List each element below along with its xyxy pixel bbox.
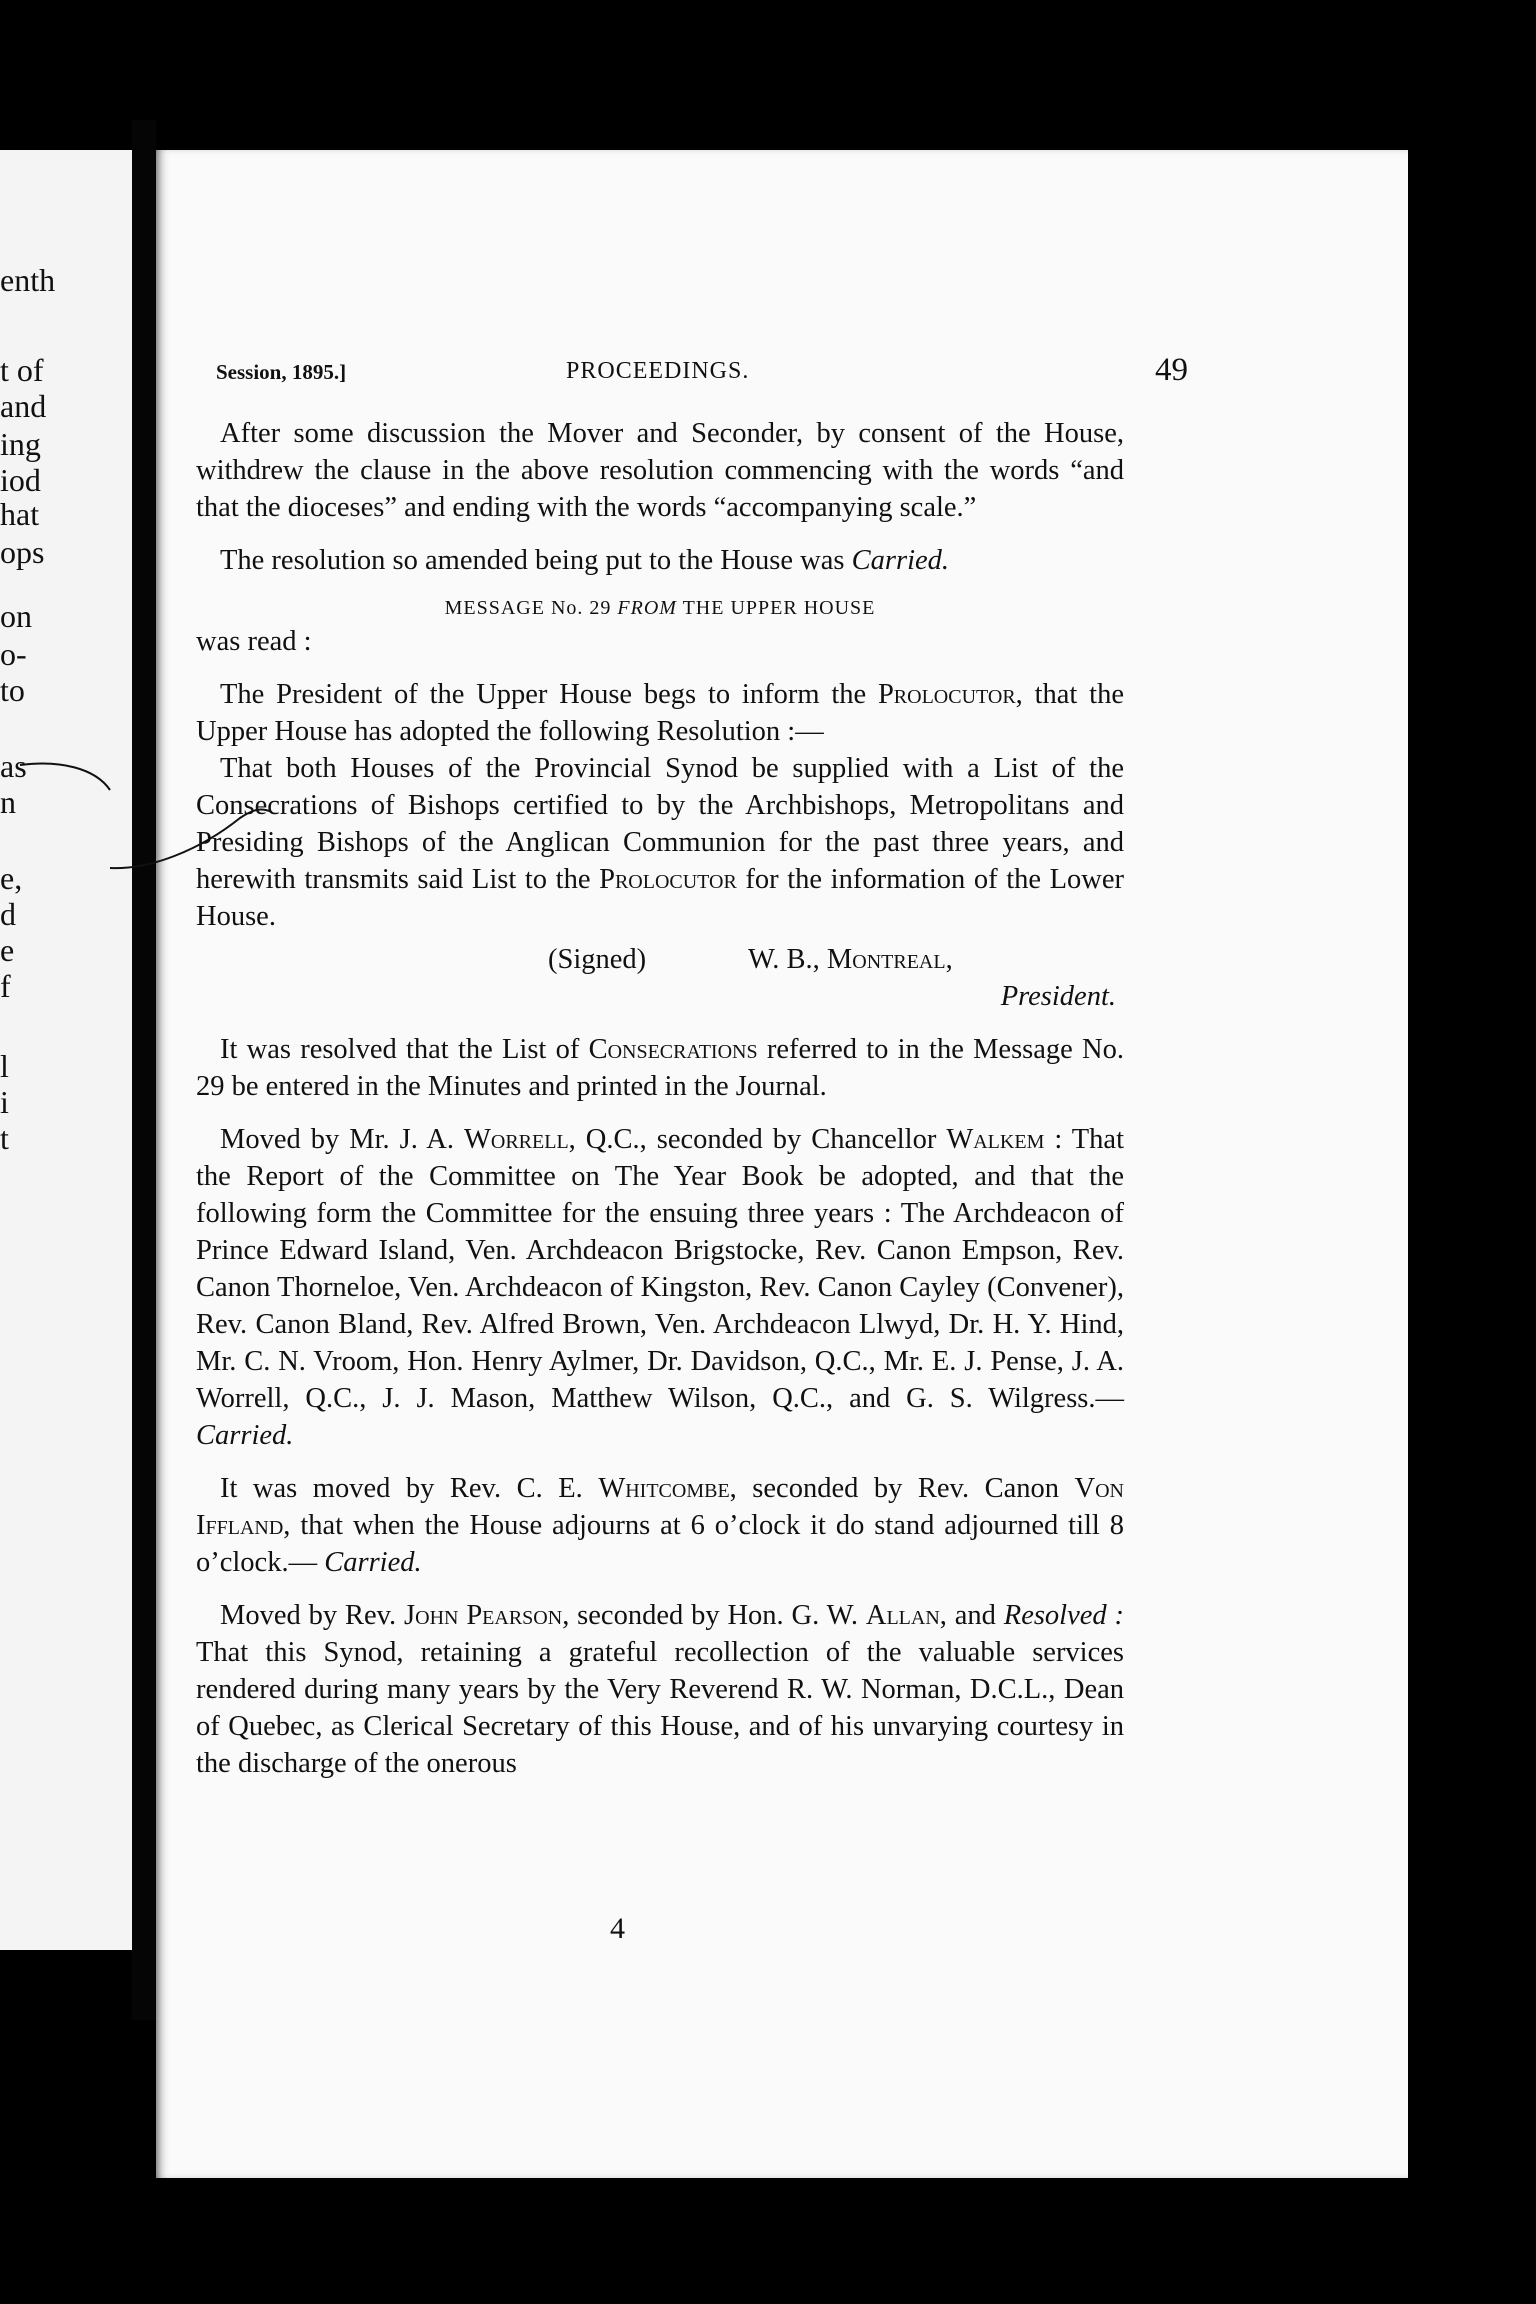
paragraph-text: Moved by Mr. J. A.	[220, 1124, 464, 1155]
facing-page-fragment: to	[0, 672, 25, 708]
facing-page-fragment: f	[0, 968, 11, 1004]
signature-mark: 4	[610, 1912, 625, 1945]
signer-see: Montreal	[826, 944, 946, 975]
mover-name: Worrell	[463, 1124, 569, 1155]
paragraph-text: referred to in the Message No. 29 be entered in the Minutes and printed in the Journal.	[196, 1034, 1124, 1102]
paragraph-text: , that when the House adjourns at 6 o’clock it do stand adjourned till 8 o’clock.—	[196, 1510, 1124, 1578]
paragraph-text: , seconded by Hon. G. W.	[562, 1600, 866, 1631]
message-heading-text: THE UPPER HOUSE	[676, 597, 876, 619]
paragraph-text: : That the Report of the Committee on The Year Book be adopted, and that the following form the Committee for the ensuing three years : The Archdeacon of Prince Edward Island, Ven. Archdeacon Brigstocke, Rev. Canon Empson, Rev. Canon Thorneloe, Ven. Archdeacon of Kingston, Rev. Canon Cayley (Convener), Rev. Canon Bland, Rev. Alfred Brown, Ven. Archdeacon Llwyd, Dr. H. Y. Hind, Mr. C. N. Vroom, Hon. Henry Aylmer, Dr. Davidson, Q.C., Mr. E. J. Pense, J. A. Worrell, Q.C., J. J. Mason, Matthew Wilson, Q.C., and G. S. Wilgress.—	[196, 1124, 1124, 1414]
signer-name	[748, 941, 953, 978]
signer-initials: W. B.,	[748, 944, 827, 975]
prolocutor-name: Prolocutor	[877, 679, 1016, 710]
paragraph-text: , that the Upper House has adopted the following Resolution :—	[196, 679, 1124, 747]
carried-label: Carried.	[851, 545, 950, 576]
paragraph-text: for the information of the Lower House.	[196, 864, 1125, 932]
facing-page-fragment: e,	[0, 860, 23, 896]
facing-page-fragment: l	[0, 1048, 9, 1084]
paragraph-resolution-text	[196, 750, 1124, 935]
paragraph-text: That both Houses of the Provincial Synod be supplied with a List of the Consecrations of Bishops certified to by the Archbishops, Metropolitans and Presiding Bishops of the Anglican Communion for the past three years, and herewith transmits said List to the	[196, 753, 1124, 895]
paragraph-resolution-carried	[196, 542, 1124, 579]
facing-page-fragment: ops	[0, 534, 45, 570]
running-title: PROCEEDINGS.	[566, 358, 750, 384]
paragraph-text: That this Synod, retaining a grateful recollection of the valuable services rendered during many years by the Very Reverend R. W. Norman, D.C.L., Dean of Quebec, as Clerical Secretary of this House, and of his unvarying courtesy in the discharge of the onerous	[196, 1637, 1124, 1779]
resolved-label: Resolved :	[1003, 1600, 1125, 1631]
signed-label: (Signed)	[548, 944, 647, 975]
paragraph-year-book-committee	[196, 1121, 1124, 1454]
facing-page-fragment: o-	[0, 636, 27, 672]
facing-page-fragment: d	[0, 896, 16, 932]
paragraph-text: The President of the Upper House begs to inform the	[220, 679, 878, 710]
paragraph-text: Moved by Rev.	[220, 1600, 405, 1631]
mover-name: John Pearson	[404, 1600, 563, 1631]
was-read-line: was read :	[196, 626, 312, 657]
paragraph-text: , and	[939, 1600, 1004, 1631]
message-heading-text: MESSAGE No. 29	[444, 597, 618, 619]
page-body	[196, 415, 1124, 1782]
paragraph-text: , Q.C., seconded by Chancellor	[568, 1124, 947, 1155]
signer-comma: ,	[945, 944, 953, 975]
facing-page-fragment: ing	[0, 426, 41, 462]
page-number: 49	[1155, 352, 1188, 388]
message-heading	[196, 593, 1124, 623]
paragraph-text: It was resolved that the List of	[220, 1034, 589, 1065]
paragraph-adjournment	[196, 1470, 1124, 1581]
facing-page-fragment: t of	[0, 352, 44, 388]
book-page	[156, 150, 1408, 2178]
carried-label: Carried.	[324, 1547, 422, 1578]
seconder-name: Walkem	[946, 1124, 1045, 1155]
paragraph-dean-norman	[196, 1597, 1124, 1782]
facing-page-edge	[0, 150, 132, 1950]
paragraph-text: , seconded by Rev. Canon	[729, 1473, 1075, 1504]
seconder-name: Allan	[865, 1600, 940, 1631]
mover-name: Whitcombe	[598, 1473, 730, 1504]
paragraph-president-message	[196, 676, 1124, 750]
running-header	[216, 352, 1188, 392]
book-gutter	[132, 120, 156, 2020]
carried-label: Carried.	[196, 1420, 294, 1451]
session-label: Session, 1895.]	[216, 360, 347, 384]
paragraph-text: The resolution so amended being put to the House was	[220, 545, 852, 576]
facing-page-fragment: enth	[0, 262, 56, 298]
signer-title: President.	[1000, 981, 1116, 1012]
prolocutor-name: Prolocutor	[599, 864, 737, 895]
facing-page-fragment: and	[0, 388, 47, 424]
facing-page-fragment: on	[0, 598, 32, 634]
consecrations-term: Consecrations	[588, 1034, 758, 1065]
seconder-name: Von Iffland	[196, 1473, 1124, 1541]
facing-page-fragment: hat	[0, 496, 40, 532]
facing-page-fragment: e	[0, 932, 15, 968]
facing-page-fragment: t	[0, 1120, 9, 1156]
paragraph-consecrations-list	[196, 1031, 1124, 1105]
paragraph-text: It was moved by Rev. C. E.	[220, 1473, 599, 1504]
facing-page-fragment: i	[0, 1084, 9, 1120]
facing-page-fragment: iod	[0, 462, 41, 498]
signature-block	[196, 941, 1124, 1015]
paragraph-withdrawal: After some discussion the Mover and Seconder, by consent of the House, withdrew the clause in the above resolution commencing with the words “and that the dioceses” and ending with the words “accompanying scale.”	[196, 418, 1124, 523]
facing-page-fragment: n	[0, 784, 16, 820]
message-heading-from: FROM	[617, 597, 677, 619]
facing-page-fragment: as	[0, 748, 27, 784]
